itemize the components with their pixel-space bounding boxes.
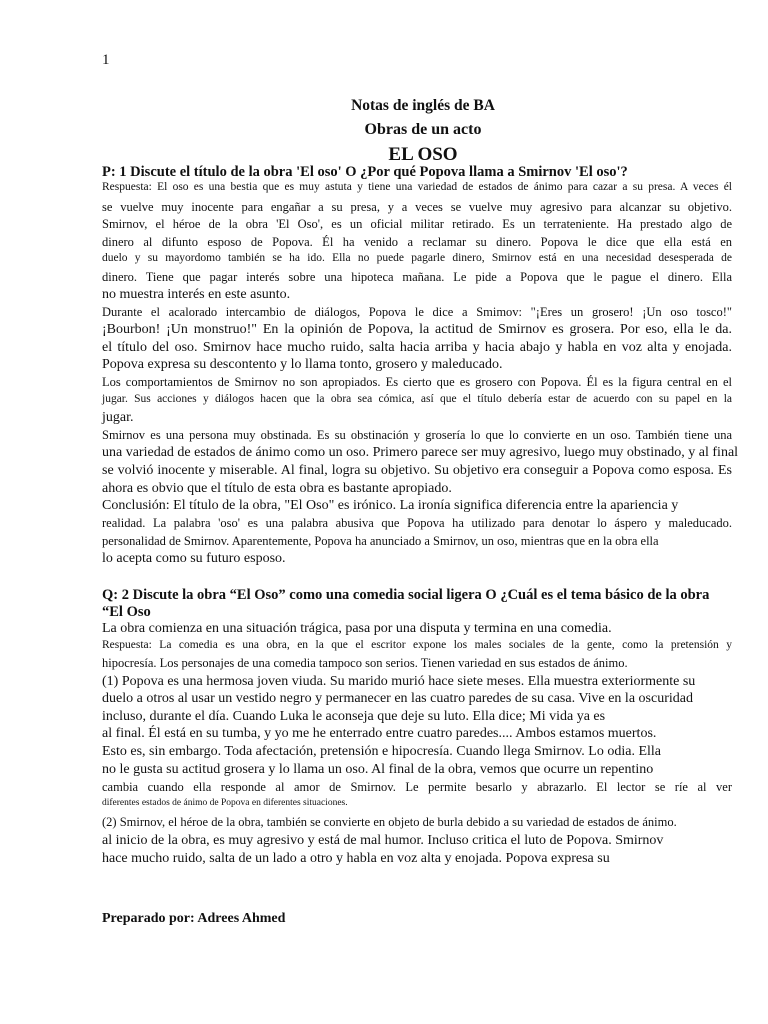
q1-line: jugar. [102,410,134,425]
q2-line: diferentes estados de ánimo de Popova en diferentes situaciones. [102,798,348,808]
q1-line: realidad. La palabra 'oso' es una palabra abusiva que Popova ha utilizado para denotar lo áspero y maleducado. [102,516,732,530]
q2-line: al inicio de la obra, es muy agresivo y está de mal humor. Incluso critica el luto de Popova. Smirnov [102,833,664,848]
q2-line: (2) Smirnov, el héroe de la obra, también se convierte en objeto de burla debido a su variedad de estados de ánimo. [102,815,677,829]
prepared-by: Preparado por: Adrees Ahmed [102,911,286,926]
q1-line: una variedad de estados de ánimo como un oso. Primero parece ser muy agresivo, luego muy obstinado, y al final [102,445,739,460]
q1-line: Conclusión: El título de la obra, "El Oso" es irónico. La ironía significa diferencia entre la apariencia y [102,498,679,513]
q1-line: se volvió inocente y miserable. Al final, logra su objetivo. Su objetivo era conseguir a Popova como esposa. Es [102,463,732,478]
q1-line: dinero al difunto esposo de Popova. Él ha venido a reclamar su dinero. Popova le dice que ella está en [102,235,732,249]
q1-line: personalidad de Smirnov. Aparentemente, Popova ha anunciado a Smirnov, un oso, mientras que en la obra ella [102,534,659,548]
q2-line: (1) Popova es una hermosa joven viuda. Su marido murió hace siete meses. Ella muestra exteriormente su [102,674,696,689]
page-number: 1 [102,52,110,68]
question-1-title: P: 1 Discute el título de la obra 'El oso' O ¿Por qué Popova llama a Smirnov 'El oso'? [102,164,628,180]
q1-line: duelo y su mayordomo también se ha ido. Ella no puede pagarle dinero, Smirnov está en una necesidad desesperada de [102,252,732,264]
q1-line: no muestra interés en este asunto. [102,287,291,302]
q1-line: lo acepta como su futuro esposo. [102,551,286,566]
q1-line: ahora es obvio que el título de esta obra es bastante apropiado. [102,481,452,496]
q1-line: dinero. Tiene que pagar interés sobre una hipoteca mañana. Le pide a Popova que le pague el dinero. Ella [102,270,732,284]
q2-line: duelo a otros al usar un vestido negro y permanecer en las cuatro paredes de su casa. Vive en la oscuridad [102,691,693,706]
q1-line: Popova expresa su descontento y lo llama tonto, grosero y maleducado. [102,357,503,372]
q1-line: Los comportamientos de Smirnov no son apropiados. Es cierto que es grosero con Popova. Él es la figura central en el [102,375,732,389]
q1-line: Respuesta: El oso es una bestia que es muy astuta y tiene una variedad de estados de ánimo para cazar a su presa. A veces él [102,181,732,193]
q2-line: hace mucho ruido, salta de un lado a otro y habla en voz alta y enojada. Popova expresa su [102,851,610,866]
q2-line: cambia cuando ella responde al amor de Smirnov. Le permite besarlo y abrazarlo. El lector se ríe al ver [102,780,732,794]
q1-line: el título del oso. Smirnov hace mucho ruido, salta hacia arriba y hacia abajo y habla en voz alta y enojada. [102,340,732,355]
q2-line: no le gusta su actitud grosera y lo llama un oso. Al final de la obra, vemos que ocurre un repentino [102,762,654,777]
heading-notes: Notas de inglés de BA [351,97,495,114]
heading-plays: Obras de un acto [364,121,482,138]
q1-line: ¡Bourbon! ¡Un monstruo!" En la opinión de Popova, la actitud de Smirnov es grosera. Por eso, ella le da. [102,322,732,337]
q1-line: Smirnov es una persona muy obstinada. Es su obstinación y grosería lo que lo convierte en un oso. También tiene una [102,428,732,442]
q2-line: Esto es, sin embargo. Toda afectación, pretensión e hipocresía. Cuando llega Smirnov. Lo odia. Ella [102,744,662,759]
heading-title: EL OSO [388,144,458,165]
q1-line: jugar. Sus acciones y diálogos hacen que la obra sea cómica, así que el título debería estar de acuerdo con su papel en la [102,393,732,405]
q2-line: La obra comienza en una situación trágica, pasa por una disputa y termina en una comedia. [102,621,612,636]
q1-line: Smirnov, el héroe de la obra 'El Oso', es un oficial militar retirado. Es un terrateniente. Ha prestado algo de [102,217,732,231]
q2-line: al final. Él está en su tumba, y yo me he enterrado entre cuatro paredes.... Ambos estamos muertos. [102,726,657,741]
question-2-title: Q: 2 Discute la obra “El Oso” como una comedia social ligera O ¿Cuál es el tema básico de la obra “El Oso [102,587,710,620]
q2-line: hipocresía. Los personajes de una comedia tampoco son serios. Tienen variedad en sus estados de ánimo. [102,656,628,670]
q2-line: Respuesta: La comedia es una obra, en la que el escritor expone los males sociales de la gente, como la pretensión y [102,639,732,651]
q2-line: incluso, durante el día. Cuando Luka le aconseja que deje su luto. Ella dice; Mi vida ya es [102,709,606,724]
q1-line: se vuelve muy inocente para engañar a su presa, y a veces se vuelve muy agresivo para alcanzar su objetivo. [102,200,732,214]
q1-line: Durante el acalorado intercambio de diálogos, Popova le dice a Smimov: "¡Eres un grosero! ¡Un oso tosco!" [102,305,732,319]
